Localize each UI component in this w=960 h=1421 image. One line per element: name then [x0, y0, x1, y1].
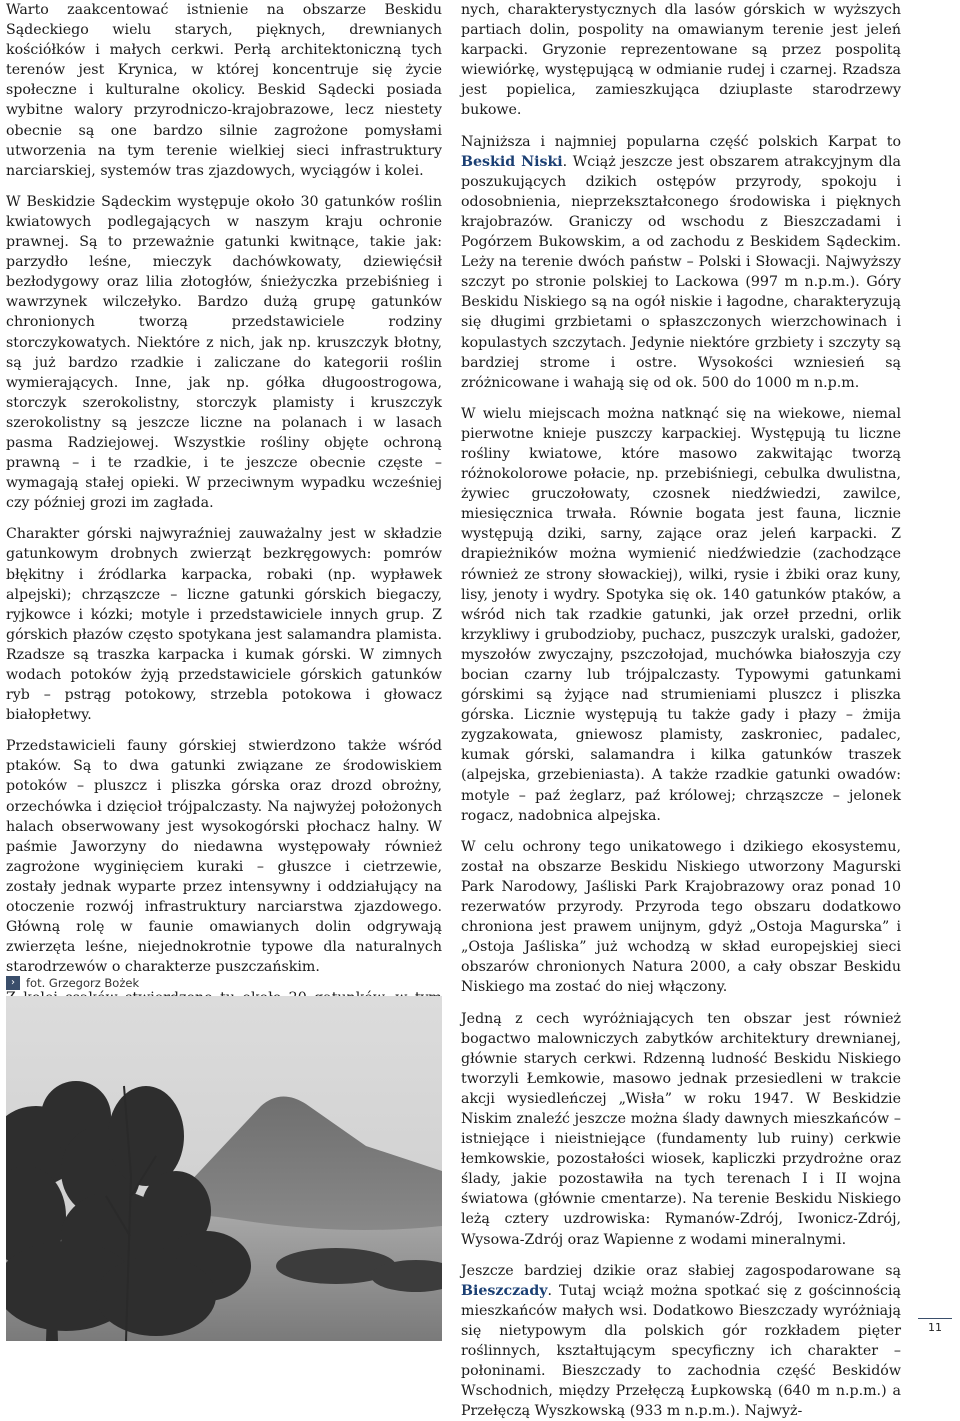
- text-segment: Jeszcze bardziej dzikie oraz słabiej zagospodarowane są: [461, 1262, 901, 1279]
- photo-caption: [6, 974, 442, 992]
- paragraph-invertebrates: Charakter górski najwyraźniej zauważalny jest w składzie gatunkowym drobnych zwierząt bezkręgowych: pomrów błękitny i źródlarka karpacka, robaki (np. wypławek alpejski); chrząszcze – liczne gatunki górskich biegaczy, ryjkowce i kózki; motyle i przedstawiciele innych grup. Z górskich płazów często spotykana jest salamandra plamista. Rzadsze są traszka karpacka i kumak górski. W zimnych wodach potoków żyją przedstawiciele górskich gatunków ryb – pstrąg potokowy, strzebla potokowa i głowacz białopłetwy.: [6, 526, 442, 724]
- paragraph-beskid-sadecki-intro: Warto zaakcentować istnienie na obszarze Beskidu Sądeckiego wielu starych, pięknych, drewnianych kościółków i małych cerkwi. Perłą architektoniczną tych terenów jest Krynica, w której koncentruje się życie społeczne i kulturalne okolicy. Beskid Sądecki posiada wybitne walory przyrodniczo-krajobrazowe, lecz niestety obecnie są one bardzo silnie zagrożone pomysłami utworzenia na tym terenie wielkiej sieci infrastruktury narciarskiej, systemów tras zjazdowych, wyciągów i kolei.: [6, 2, 442, 179]
- highlight-bieszczady: Bieszczady: [461, 1282, 548, 1299]
- paragraph-beskid-niski-intro: [461, 132, 901, 393]
- page-number: 11: [928, 1321, 942, 1334]
- highlight-beskid-niski: Beskid Niski: [461, 153, 563, 170]
- paragraph-mammals-continued: nych, charakterystycznych dla lasów górskich w wyższych partiach dolin, pospolity na omawianym terenie jest jeleń karpacki. Gryzonie reprezentowane są przez pospolitą wiewiórkę, występującą w odmianie rudej i czarnej. Rzadsza jest popielica, zamieszkująca dziuplaste starodrzewy bukowe.: [461, 2, 901, 119]
- mountain-landscape-illustration: [6, 996, 442, 1341]
- page-number-rule: [918, 1318, 952, 1319]
- paragraph-protected-plants: W Beskidzie Sądeckim występuje około 30 gatunków roślin kwiatowych podlegających w naszym kraju ochronie prawnej. Są to przeważnie gatunki kwitnące, takie jak: parzydło leśne, mieczyk dachówkowaty, dziewięćsił bezłodygowy oraz lilia złotogłów, śnieżyczka przebiśnieg i wawrzynek wilczełyko. Bardzo dużą grupę gatunków chronionych tworzą przedstawiciele rodziny storczykowatych. Niektóre z nich, jak np. kruszczyk błotny, są już bardzo rzadkie i zaliczane do kategorii roślin wymierających. Inne, jak np. gółka długoostrogowa, storczyk szerokolistny, storczyk plamisty i kruszczyk szerokolistny są jeszcze liczne na polanach i w lasach pasma Radziejowej. Wszystkie rośliny objęte ochroną prawną – i te rzadkie, i te jeszcze obecnie częste – wymagają stałej opieki. W przeciwnym wypadku wcześniej czy później grozi im zagłada.: [6, 193, 442, 512]
- paragraph-wooden-architecture: Jedną z cech wyróżniających ten obszar jest również bogactwo malowniczych zabytków architektury drewnianej, głównie starych cerkwi. Rdzenną ludność Beskidu Niskiego tworzyli Łemkowie, masowo jednak przesiedleni w trakcie akcji wysiedleńczej „Wisła” w roku 1947. W Beskidzie Niskim znaleźć jeszcze można ślady dawnych mieszkańców – istniejące i nieistniejące (fundamenty lub ruiny) cerkwie łemkowskie, pozostałości wiosek, kapliczki przydrożne oraz ślady, jakie pozostawiła na tych terenach I i II wojna światowa (głównie cmentarze). Na terenie Beskidu Niskiego leżą cztery uzdrowiska: Rymanów-Zdrój, Iwonicz-Zdrój, Wysowa-Zdrój oraz Wapienne z wodami mineralnymi.: [461, 1010, 901, 1248]
- text-segment: Najniższa i najmniej popularna część polskich Karpat to: [461, 133, 901, 150]
- landscape-photo: [6, 996, 442, 1341]
- text-segment: . Wciąż jeszcze jest obszarem atrakcyjnym dla poszukujących dzikich ostępów przyrody, spokoju i odosobnienia, nieprzekształconego środowiska i pięknych krajobrazów. Graniczy od wschodu z Bieszczadami i Pogórzem Bukowskim, a od zachodu z Beskidem Sądeckim. Leży na terenie dwóch państw – Polski i Słowacji. Najwyższy szczyt po stronie polskiej to Lackowa (997 m n.p.m.). Góry Beskidu Niskiego są na ogół niskie i łagodne, charakteryzują się długimi grzbietami o spłaszczonych wierzchowinach i kopulastych szczytach. Jedynie niektóre grzbiety i szczyty są bardziej strome i ostre. Wysokości wzniesień są zróżnicowane i wahają się od ok. 500 do 1000 m n.p.m.: [461, 153, 901, 391]
- figure: [6, 974, 442, 1341]
- right-column: [461, 0, 901, 1421]
- left-column: [6, 0, 442, 1069]
- text-segment: . Tutaj wciąż można spotkać się z gościnnością mieszkańców małych wsi. Dodatkowo Bieszczady wyróżniają się nietypowym dla polskich gór rozkładem pięter roślinnych, kształtującym specyficzny ich charakter – połoninami. Bieszczady to zachodnia część Beskidów Wschodnich, między Przełęczą Łupkowską (640 m n.p.m.) a Przełęczą Wyszkowską (933 m n.p.m.). Najwyż-: [461, 1282, 901, 1420]
- chevron-right-icon: ›: [6, 976, 20, 990]
- paragraph-flora-fauna: W wielu miejscach można natknąć się na wiekowe, niemal pierwotne knieje puszczy karpackiej. Występują tu liczne rośliny kwiatowe, które masowo zakwitając tworzą różnokolorowe połacie, np. przebiśniegi, cebulka dwulistna, żywiec gruczołowaty, czosnek niedźwiedzi, zawilce, miesięcznica trwała. Równie bogata jest fauna, licznie występują dziki, sarny, zające oraz jeleń karpacki. Z drapieżników można wymienić niedźwiedzie (zachodzące również ze strony słowackiej), wilki, rysie i żbiki oraz kuny, lisy, jenoty i wydry. Spotyka się ok. 140 gatunków ptaków, a wśród nich tak rzadkie gatunki, jak orzeł przedni, orlik krzykliwy i grubodzioby, puchacz, puszczyk uralski, gadożer, myszołów zwyczajny, pszczołojad, muchówka białoszyja czy bocian czarny lub trójpalczasty. Typowymi gatunkami górskimi są żyjące nad strumieniami pluszcz i pliszka górska. Licznie występują tu także gady i płazy – żmija zygzakowata, gniewosz plamisty, zaskroniec, padalec, kumak górski, salamandra i kilka gatunków traszek (alpejska, grzebieniasta). A także rzadkie gatunki owadów: motyle – paź żeglarz, paź królowej; chrząszcze – jelonek rogacz, nadobnica alpejska.: [461, 405, 901, 824]
- paragraph-birds: Przedstawicieli fauny górskiej stwierdzono także wśród ptaków. Są to dwa gatunki związane ze środowiskiem potoków – pluszcz i pliszka górska oraz drozd obrożny, orzechówka i dzięcioł trójpalczasty. Na najwyżej położonych halach obserwowany jest wysokogórski płochacz halny. W paśmie Jaworzyny do niedawna występowały również zagrożone wyginięciem kuraki – głuszce i cietrzewie, zostały jednak wyparte przez intensywny i oddziałujący na otoczenie rozwój infrastruktury narciarstwa zjazdowego. Główną rolę w faunie omawianych dolin odgrywają zwierzęta leśne, niejednokrotnie typowe dla naturalnych starodrzewów o charakterze puszczańskim.: [6, 738, 442, 976]
- paragraph-protection: W celu ochrony tego unikatowego i dzikiego ekosystemu, został na obszarze Beskidu Niskiego utworzony Magurski Park Narodowy, Jaśliski Park Krajobrazowy oraz ponad 10 rezerwatów przyrody. Przyroda tego obszaru dodatkowo chroniona jest prawem unijnym, gdyż „Ostoja Magurska” i „Ostoja Jaśliska” już wchodzą w skład europejskiej sieci obszarów chronionych Natura 2000, a cały obszar Beskidu Niskiego ma zostać do niej włączony.: [461, 838, 901, 996]
- photo-credit: fot. Grzegorz Bożek: [26, 976, 140, 990]
